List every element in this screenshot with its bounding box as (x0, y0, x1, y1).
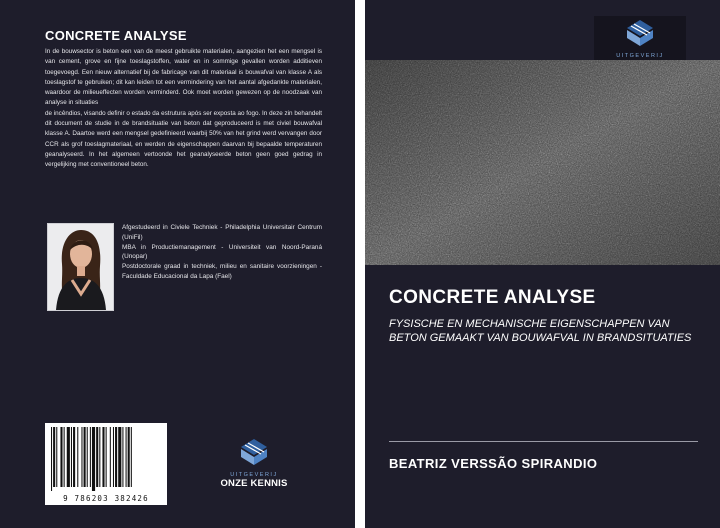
publisher-name: ONZE KENNIS (220, 478, 288, 489)
barcode-bar (56, 427, 57, 487)
barcode-bar (77, 427, 78, 487)
barcode-bar (126, 427, 127, 487)
publisher-logo (204, 437, 304, 489)
concrete-texture-image (365, 60, 720, 265)
back-cover (0, 0, 355, 528)
spine (355, 0, 365, 528)
publisher-logo-icon (625, 18, 655, 48)
back-cover-blurb (45, 47, 322, 171)
barcode-bar (73, 427, 75, 487)
back-cover-title: CONCRETE ANALYSE (45, 28, 187, 43)
front-cover-title: CONCRETE ANALYSE (389, 287, 596, 308)
barcode-bar (92, 427, 95, 491)
barcode-bar (87, 427, 88, 487)
blurb-paragraph: de incêndios, visando definir o estado da estrutura após ser exposta ao fogo. In deze zin behandelt dit document de studie in de brandsituatie van beton dat geproduceerd is met civiel bouwafval klasse A. Daartoe werd een mengsel gedefinieerd waarbij 50% van het grind werd vervangen door CCR als grof toeslagmateriaal, en werden de eigenschappen daarvan bij bepaalde temperaturen geanalyseerd. In het algemeen vertoonde het geanalyseerde beton geen goed gedrag in vergelijking met conventioneel beton. (45, 109, 322, 169)
barcode-bar (51, 427, 52, 491)
isbn-number: 9 786203 382426 (63, 494, 149, 503)
barcode-bar (110, 427, 111, 487)
barcode-bar (64, 427, 65, 487)
isbn-barcode (45, 423, 167, 505)
barcode-bar (84, 427, 86, 487)
publisher-label: UITGEVERIJ (616, 53, 664, 59)
bio-line: MBA in Productiemanagement - Universiteit van Noord-Paraná (Unopar) (122, 243, 322, 261)
author-name: BEATRIZ VERSSÃO SPIRANDIO (389, 456, 598, 471)
barcode-bar (96, 427, 98, 487)
divider (389, 441, 698, 442)
barcode-bar (71, 427, 72, 487)
bio-line: Afgestudeerd in Civiele Techniek - Philadelphia Universitair Centrum (UniFil) (122, 224, 322, 241)
barcode-bar (53, 427, 55, 487)
bio-line: Postdoctorale graad in techniek, milieu en sanitaire voorzieningen - Faculdade Educacional da Lapa (Fael) (122, 263, 322, 280)
publisher-logo-icon (239, 437, 269, 467)
barcode-bar (99, 427, 100, 487)
author-photo (47, 223, 114, 311)
barcode-bar (106, 427, 107, 487)
barcode-bar (102, 427, 104, 487)
barcode-bar (90, 427, 91, 487)
barcode-bar (113, 427, 114, 487)
front-cover-subtitle: FYSISCHE EN MECHANISCHE EIGENSCHAPPEN VAN BETON GEMAAKT VAN BOUWAFVAL IN BRANDSITUATIES (389, 318, 692, 344)
barcode-bar (67, 427, 70, 487)
barcode-bar (131, 427, 132, 487)
barcode-bar (115, 427, 117, 487)
barcode-bar (81, 427, 82, 487)
barcode-bar (128, 427, 130, 487)
barcode-bar (60, 427, 62, 487)
barcode-bar (122, 427, 123, 487)
publisher-label: UITGEVERIJ (230, 472, 278, 478)
author-bio (122, 223, 322, 282)
blurb-paragraph: In de bouwsector is beton een van de meest gebruikte materialen, aangezien het een mengsel is van cement, grove en fijne toeslagstoffen, water en in sommige gevallen worden additieven toegevoegd. Een nieuw alternatief bij de fabricage van dit materiaal is bouwafval van klasse A als toeslagstof te gebruiken; dit kan leiden tot een vermindering van het aantal afgedankte materialen, waardoor de milieueffecten worden verminderd. Ook moet worden gewezen op de noodzaak van analyse in situaties (45, 48, 322, 107)
barcode-bar (118, 427, 121, 487)
